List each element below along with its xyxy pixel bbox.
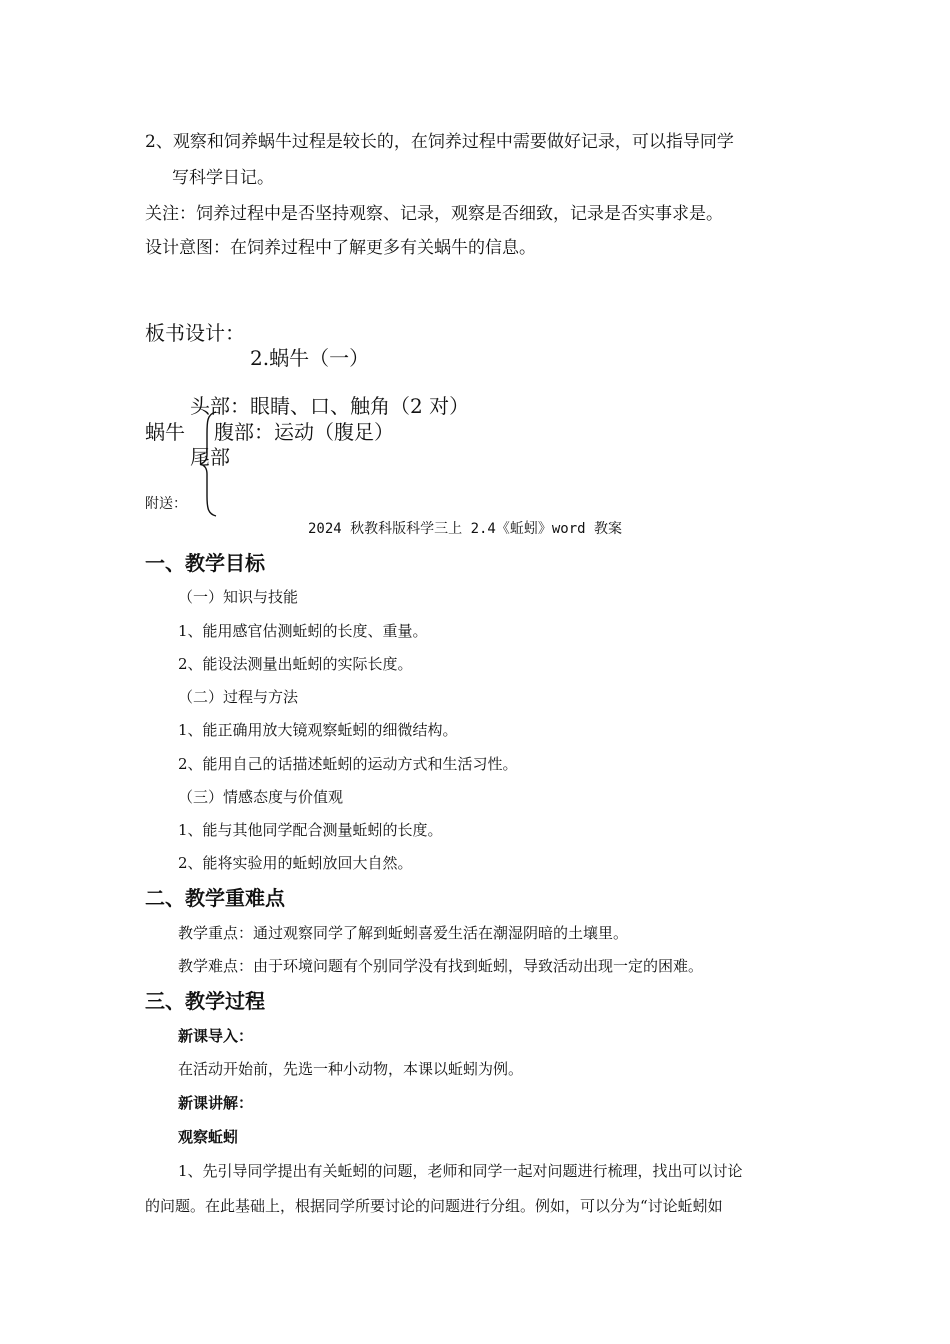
- section-1-item: 1、能正确用放大镜观察蚯蚓的细微结构。: [178, 721, 458, 739]
- section-3-heading: 三、教学过程: [145, 989, 265, 1013]
- board-root: 蜗牛: [145, 420, 185, 444]
- intro-text: 在活动开始前，先选一种小动物，本课以蚯蚓为例。: [178, 1060, 524, 1078]
- board-title: 2.蜗牛（一）: [250, 346, 370, 370]
- section-1-item: 2、能设法测量出蚯蚓的实际长度。: [178, 655, 413, 673]
- board-tail: 尾部: [190, 445, 230, 469]
- explain-label: 新课讲解：: [178, 1094, 254, 1112]
- section-1-sub-3: （三）情感态度与价值观: [178, 788, 344, 806]
- teaching-key-point: 教学重点：通过观察同学了解到蚯蚓喜爱生活在潮湿阴暗的土壤里。: [178, 924, 629, 942]
- observe-label: 观察蚯蚓: [178, 1128, 239, 1146]
- section-1-sub-2: （二）过程与方法: [178, 688, 299, 706]
- section-1-item: 2、能用自己的话描述蚯蚓的运动方式和生活习性。: [178, 755, 518, 773]
- paragraph-1-line-2: 的问题。在此基础上，根据同学所要讨论的问题进行分组。例如，可以分为“讨论蚯蚓如: [145, 1197, 723, 1215]
- board-design-label: 板书设计：: [145, 321, 245, 345]
- board-belly: 腹部：运动（腹足）: [214, 420, 394, 444]
- section-2-heading: 二、教学重难点: [145, 886, 285, 910]
- design-intent: 设计意图：在饲养过程中了解更多有关蜗牛的信息。: [145, 238, 536, 258]
- section-1-heading: 一、教学目标: [145, 551, 265, 575]
- focus-note: 关注：饲养过程中是否坚持观察、记录，观察是否细致，记录是否实事求是。: [145, 204, 723, 224]
- item-2-line-1: 2、观察和饲养蜗牛过程是较长的，在饲养过程中需要做好记录，可以指导同学: [145, 132, 734, 152]
- board-head: 头部：眼睛、口、触角（2 对）: [190, 394, 470, 418]
- teaching-difficulty: 教学难点：由于环境问题有个别同学没有找到蚯蚓，导致活动出现一定的困难。: [178, 957, 704, 975]
- intro-label: 新课导入：: [178, 1027, 254, 1045]
- item-2-line-2: 写科学日记。: [172, 168, 274, 188]
- paragraph-1-line-1: 1、先引导同学提出有关蚯蚓的问题，老师和同学一起对问题进行梳理，找出可以讨论: [178, 1162, 743, 1180]
- section-1-item: 2、能将实验用的蚯蚓放回大自然。: [178, 854, 413, 872]
- curly-brace-icon: [196, 410, 220, 518]
- section-1-item: 1、能与其他同学配合测量蚯蚓的长度。: [178, 821, 443, 839]
- section-1-item: 1、能用感官估测蚯蚓的长度、重量。: [178, 622, 428, 640]
- appendix-label: 附送：: [145, 496, 187, 512]
- appendix-doc-title: 2024 秋教科版科学三上 2.4《蚯蚓》word 教案: [308, 521, 623, 537]
- section-1-sub-1: （一）知识与技能: [178, 588, 299, 606]
